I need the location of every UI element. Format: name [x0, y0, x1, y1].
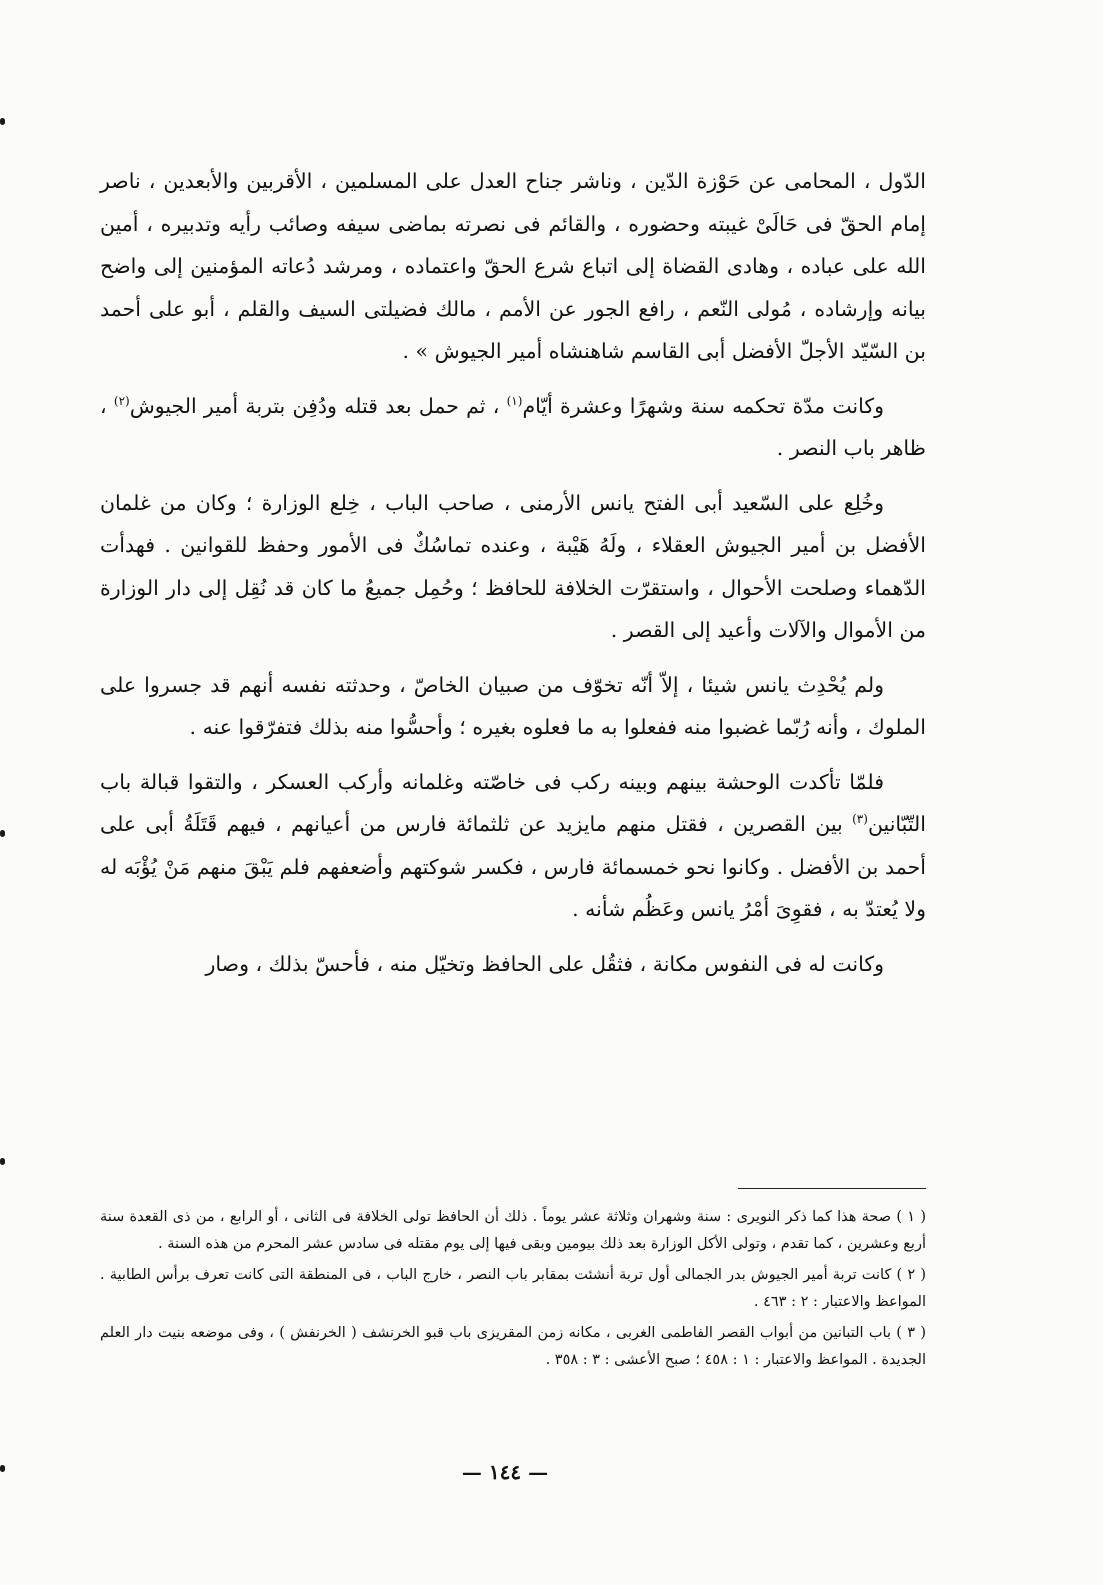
- page-number: — ١٤٤ —: [461, 1460, 549, 1484]
- paragraph-6: وكانت له فى النفوس مكانة ، فثقُل على الحافظ وتخيّل منه ، فأحسّ بذلك ، وصار: [205, 951, 884, 976]
- footnote-1: ( ١ ) صحة هذا كما ذكر النويرى : سنة وشهران وثلاثة عشر يوماً . ذلك أن الحافظ تولى الخلافة فى الثانى ، أو الرابع ، من ذى القعدة سنة أربع وعشرين ، كما تقدم ، وتولى الأكل الوزارة بعد ذلك بيومين وبقى فيها إلى يوم مقتله فى سادس عشر المحرم من هذه السنة .: [100, 1209, 926, 1252]
- margin-mark: [0, 118, 5, 125]
- footnote-divider: [738, 1188, 926, 1189]
- footnotes: [100, 1204, 926, 1378]
- footnote-ref-3[interactable]: (٣): [852, 812, 868, 827]
- footnote-ref-2[interactable]: (٢): [113, 393, 130, 408]
- footnote-ref-1[interactable]: (١): [506, 393, 523, 408]
- paragraph-5: [100, 761, 926, 931]
- margin-mark: [0, 1158, 5, 1165]
- paragraph-3: وخُلِع على السّعيد أبى الفتح يانس الأرمنى ، صاحب الباب ، خِلع الوزارة ؛ وكان من غلمان الأفضل بن أمير الجيوش العقلاء ، ولَهُ هَيْبة ، وعنده تماسُكٌ فى الأمور وحفظ للقوانين . فهدأت الدّهماء وصلحت الأحوال ، واستقرّت الخلافة للحافظ ؛ وحُمِل جميعُ ما كان قد نُقِل إلى دار الوزارة من الأموال والآلات وأعيد إلى القصر .: [100, 490, 926, 642]
- paragraph-4: ولم يُحْدِث يانس شيئا ، إلاّ أنّه تخوّف من صبيان الخاصّ ، وحدثته نفسه أنهم قد جسروا على الملوك ، وأنه رُبّما غضبوا منه ففعلوا به ما فعلوه بغيره ؛ وأحسُّوا منه بذلك فتفرّقوا عنه .: [100, 672, 926, 739]
- main-body-text: [100, 160, 926, 985]
- paragraph-1: الدّول ، المحامى عن حَوْزة الدّين ، وناشر جناح العدل على المسلمين ، الأقربين والأبعدين ، ناصر إمام الحقّ فى حَالَىْ غيبته وحضوره ، والقائم فى نصرته بماضى سيفه وصائب رأيه وتدبيره ، أمين الله على عباده ، وهادى القضاة إلى اتباع شرع الحقّ واعتماده ، ومرشد دُعاته المؤمنين إلى واضح بيانه وإرشاده ، مُولى النّعم ، رافع الجور عن الأمم ، مالك فضيلتى السيف والقلم ، أبو على أحمد بن السّيّد الأجلّ الأفضل أبى القاسم شاهنشاه أمير الجيوش » .: [100, 169, 926, 363]
- footnote-2: ( ٢ ) كانت تربة أمير الجيوش بدر الجمالى أول تربة أنشئت بمقابر باب النصر ، خارج الباب ، فى المنطقة التى كانت تعرف برأس الطابية . المواعظ والاعتبار : ٢ : ٤٦٣ .: [100, 1267, 926, 1310]
- paragraph-2: [100, 385, 926, 470]
- paragraph-2-text-c: ، ظاهر باب النصر .: [100, 393, 926, 460]
- margin-mark: [0, 1465, 5, 1472]
- paragraph-2-text-b: ، ثم حمل بعد قتله ودُفِن بتربة أمير الجيوش: [129, 393, 507, 418]
- margin-mark: [0, 830, 5, 837]
- paragraph-5-text-b: بين القصرين ، فقتل منهم مايزيد عن ثلثمائة فارس من أعيانهم ، فيهم قَتَلَةُ أبى على أحمد بن الأفضل . وكانوا نحو خمسمائة فارس ، فكسر شوكتهم وأضعفهم فلم يَبْقَ منهم مَنْ يُؤْبَه له ولا يُعتدّ به ، فقوِىَ أمْرُ يانس وعَظُم شأنه .: [100, 812, 926, 921]
- footnote-3: ( ٣ ) باب التبانين من أبواب القصر الفاطمى الغربى ، مكانه زمن المقريزى باب قبو الخرنشف ( الخرنفش ) ، وفى موضعه بنيت دار العلم الجديدة . المواعظ والاعتبار : ١ : ٤٥٨ ؛ صبح الأعشى : ٣ : ٣٥٨ .: [100, 1325, 926, 1368]
- paragraph-5-text-a: فلمّا تأكدت الوحشة بينهم وبينه ركب فى خاصّته وغلمانه وأركب العسكر ، والتقوا قبالة باب التّبّانين: [100, 769, 926, 836]
- paragraph-2-text-a: وكانت مدّة تحكمه سنة وشهرًا وعشرة أيّام: [522, 393, 884, 418]
